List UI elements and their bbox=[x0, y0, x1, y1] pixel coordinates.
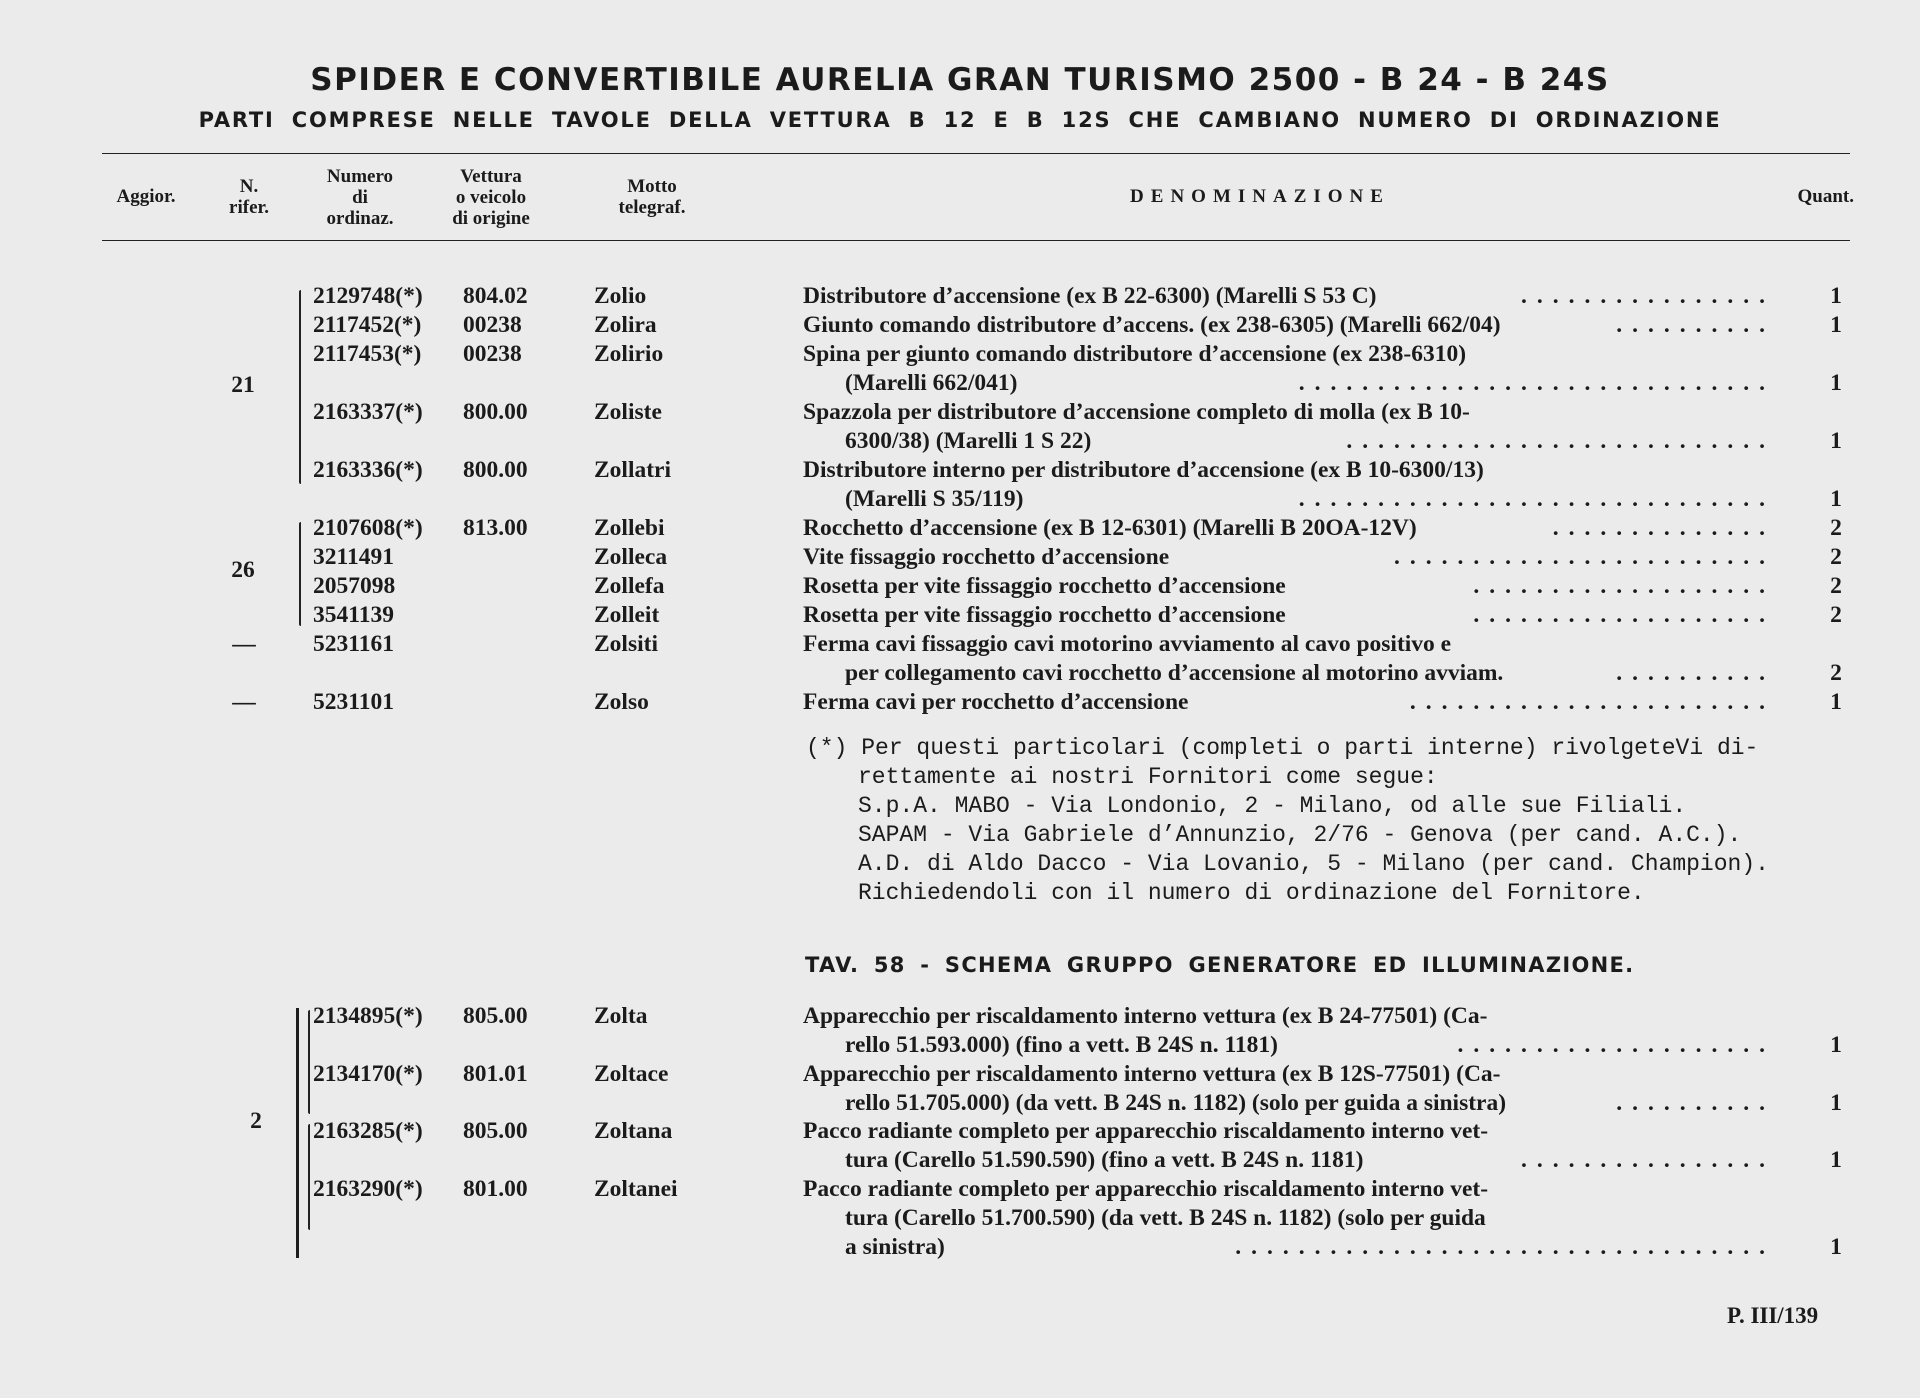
dot-leader: .................... bbox=[1457, 1032, 1775, 1058]
order-number-cell: 2163285(*) bbox=[313, 1118, 423, 1144]
table-row bbox=[0, 311, 1920, 340]
header-numero bbox=[305, 166, 415, 229]
header-quant: Quant. bbox=[1797, 186, 1854, 207]
header-vettura-line1: Vettura bbox=[460, 166, 522, 187]
order-number-cell: 2117452(*) bbox=[313, 312, 422, 338]
telegraph-code-cell: Zollebi bbox=[594, 515, 665, 541]
quantity-cell: 2 bbox=[1830, 544, 1842, 570]
header-numero-line2: di bbox=[352, 187, 368, 208]
description-text: tura (Carello 51.700.590) (da vett. B 24S n. 1182) (solo per guida bbox=[845, 1205, 1486, 1231]
telegraph-code-cell: Zollatri bbox=[594, 457, 672, 483]
page-number: P. III/139 bbox=[1727, 1303, 1819, 1328]
quantity-cell: 1 bbox=[1830, 1234, 1842, 1260]
quantity-cell: 2 bbox=[1830, 660, 1842, 686]
table-row bbox=[0, 572, 1920, 601]
table-row bbox=[0, 1175, 1920, 1204]
origin-vehicle-cell: 805.00 bbox=[463, 1118, 528, 1144]
description-cell bbox=[803, 630, 1771, 659]
header-vettura-line3: di origine bbox=[452, 208, 530, 229]
description-text: Giunto comando distributore d’accens. (ex 238-6305) (Marelli 662/04) bbox=[803, 312, 1501, 338]
description-text: (Marelli 662/041) bbox=[845, 370, 1018, 396]
origin-vehicle-cell: 00238 bbox=[463, 312, 522, 338]
order-number-cell: 2163290(*) bbox=[313, 1176, 423, 1202]
footnote-line: rettamente ai nostri Fornitori come segue: bbox=[858, 764, 1438, 790]
telegraph-code-cell: Zolleit bbox=[594, 602, 660, 628]
origin-vehicle-cell: 805.00 bbox=[463, 1003, 528, 1029]
footnote bbox=[806, 734, 1769, 908]
table-row bbox=[0, 1233, 1920, 1262]
dot-leader: ................ bbox=[1521, 283, 1775, 309]
description-cell bbox=[803, 340, 1771, 369]
order-number-cell: 2134170(*) bbox=[313, 1061, 423, 1087]
origin-vehicle-cell: 800.00 bbox=[463, 399, 528, 425]
description-text: a sinistra) bbox=[845, 1234, 945, 1260]
description-cell bbox=[845, 1204, 1771, 1233]
header-denominazione: DENOMINAZIONE bbox=[1130, 186, 1390, 207]
header-motto-line1: Motto bbox=[627, 176, 677, 197]
dot-leader: ........................ bbox=[1394, 544, 1775, 570]
description-text: Distributore interno per distributore d’accensione (ex B 10-6300/13) bbox=[803, 457, 1484, 483]
footnote-line: S.p.A. MABO - Via Londonio, 2 - Milano, od alle sue Filiali. bbox=[858, 793, 1687, 819]
description-text: Apparecchio per riscaldamento interno vettura (ex B 12S-77501) (Ca- bbox=[803, 1061, 1501, 1087]
header-top-rule bbox=[102, 153, 1850, 154]
order-number-cell: 2163336(*) bbox=[313, 457, 423, 483]
telegraph-code-cell: Zollefa bbox=[594, 573, 665, 599]
table-row bbox=[0, 340, 1920, 369]
table-row bbox=[0, 1117, 1920, 1146]
origin-vehicle-cell: 00238 bbox=[463, 341, 522, 367]
quantity-cell: 1 bbox=[1830, 370, 1842, 396]
page-subtitle: PARTI COMPRESE NELLE TAVOLE DELLA VETTURA B 12 E B 12S CHE CAMBIANO NUMERO DI ORDINAZIONE bbox=[198, 108, 1722, 132]
telegraph-code-cell: Zoltanei bbox=[594, 1176, 678, 1202]
description-text: rello 51.593.000) (fino a vett. B 24S n. 1181) bbox=[845, 1032, 1278, 1058]
header-aggior: Aggior. bbox=[116, 186, 176, 207]
header-rifer-line2: rifer. bbox=[229, 197, 269, 218]
header-vettura-line2: o veicolo bbox=[455, 187, 527, 208]
table-row bbox=[0, 1089, 1920, 1118]
footnote-line: Richiedendoli con il numero di ordinazione del Fornitore. bbox=[858, 880, 1645, 906]
dot-leader: .................................. bbox=[1235, 1234, 1775, 1260]
dot-leader: .............................. bbox=[1298, 486, 1775, 512]
telegraph-code-cell: Zolleca bbox=[594, 544, 668, 570]
order-number-cell: 5231161 bbox=[313, 631, 394, 657]
dot-leader: .......... bbox=[1616, 312, 1775, 338]
table-row bbox=[0, 543, 1920, 572]
dot-leader: ........................... bbox=[1346, 428, 1775, 454]
table-row bbox=[0, 1031, 1920, 1060]
description-cell bbox=[803, 398, 1771, 427]
group-ref-21: 21 bbox=[231, 372, 255, 398]
header-numero-line3: ordinaz. bbox=[326, 208, 394, 229]
table-row bbox=[0, 1002, 1920, 1031]
description-text: Apparecchio per riscaldamento interno vettura (ex B 24-77501) (Ca- bbox=[803, 1003, 1488, 1029]
order-number-cell: 2057098 bbox=[313, 573, 396, 599]
origin-vehicle-cell: 801.00 bbox=[463, 1176, 528, 1202]
table-row bbox=[0, 630, 1920, 659]
table-row bbox=[0, 1204, 1920, 1233]
header-motto-line2: telegraf. bbox=[618, 197, 686, 218]
description-text: Ferma cavi fissaggio cavi motorino avviamento al cavo positivo e bbox=[803, 631, 1452, 657]
description-text: Rosetta per vite fissaggio rocchetto d’accensione bbox=[803, 573, 1286, 599]
quantity-cell: 1 bbox=[1830, 312, 1842, 338]
footnote-line: SAPAM - Via Gabriele d’Annunzio, 2/76 - Genova (per cand. A.C.). bbox=[858, 822, 1742, 848]
description-text: Ferma cavi per rocchetto d’accensione bbox=[803, 689, 1189, 715]
dot-leader: .......... bbox=[1616, 660, 1775, 686]
telegraph-code-cell: Zoltace bbox=[594, 1061, 669, 1087]
order-number-cell: 2107608(*) bbox=[313, 515, 423, 541]
table-row bbox=[0, 369, 1920, 398]
order-number-cell: 2117453(*) bbox=[313, 341, 422, 367]
ref-cell: — bbox=[232, 689, 256, 715]
description-text: Pacco radiante completo per apparecchio riscaldamento interno vet- bbox=[803, 1118, 1489, 1144]
dot-leader: ................ bbox=[1521, 1147, 1775, 1173]
description-text: Distributore d’accensione (ex B 22-6300) (Marelli S 53 C) bbox=[803, 283, 1377, 309]
description-text: Spazzola per distributore d’accensione completo di molla (ex B 10- bbox=[803, 399, 1470, 425]
quantity-cell: 1 bbox=[1830, 689, 1842, 715]
table-row bbox=[0, 427, 1920, 456]
quantity-cell: 1 bbox=[1830, 283, 1842, 309]
dot-leader: ....................... bbox=[1409, 689, 1775, 715]
telegraph-code-cell: Zolso bbox=[594, 689, 649, 715]
order-number-cell: 5231101 bbox=[313, 689, 394, 715]
telegraph-code-cell: Zolio bbox=[594, 283, 647, 309]
description-text: Rosetta per vite fissaggio rocchetto d’accensione bbox=[803, 602, 1286, 628]
description-cell bbox=[803, 1117, 1771, 1146]
dot-leader: .............................. bbox=[1298, 370, 1775, 396]
header-rifer bbox=[214, 176, 284, 218]
description-cell bbox=[803, 1060, 1771, 1089]
description-text: Rocchetto d’accensione (ex B 12-6301) (Marelli B 20OA-12V) bbox=[803, 515, 1417, 541]
group-ref-2: 2 bbox=[250, 1108, 262, 1134]
dot-leader: .............. bbox=[1552, 515, 1775, 541]
table-row bbox=[0, 659, 1920, 688]
telegraph-code-cell: Zolira bbox=[594, 312, 657, 338]
description-cell bbox=[803, 456, 1771, 485]
order-number-cell: 3211491 bbox=[313, 544, 394, 570]
origin-vehicle-cell: 813.00 bbox=[463, 515, 528, 541]
quantity-cell: 1 bbox=[1830, 1032, 1842, 1058]
description-text: Spina per giunto comando distributore d’accensione (ex 238-6310) bbox=[803, 341, 1467, 367]
description-text: tura (Carello 51.590.590) (fino a vett. B 24S n. 1181) bbox=[845, 1147, 1364, 1173]
quantity-cell: 2 bbox=[1830, 515, 1842, 541]
dot-leader: ................... bbox=[1473, 602, 1775, 628]
telegraph-code-cell: Zolsiti bbox=[594, 631, 658, 657]
quantity-cell: 1 bbox=[1830, 428, 1842, 454]
telegraph-code-cell: Zolta bbox=[594, 1003, 648, 1029]
table-row bbox=[0, 1146, 1920, 1175]
origin-vehicle-cell: 801.01 bbox=[463, 1061, 528, 1087]
description-text: per collegamento cavi rocchetto d’accensione al motorino avviam. bbox=[845, 660, 1504, 686]
table-row bbox=[0, 601, 1920, 630]
telegraph-code-cell: Zoliste bbox=[594, 399, 662, 425]
description-text: 6300/38) (Marelli 1 S 22) bbox=[845, 428, 1092, 454]
dot-leader: ................... bbox=[1473, 573, 1775, 599]
table-row bbox=[0, 514, 1920, 543]
table-row bbox=[0, 282, 1920, 311]
footnote-line: A.D. di Aldo Dacco - Via Lovanio, 5 - Milano (per cand. Champion). bbox=[858, 851, 1769, 877]
quantity-cell: 1 bbox=[1830, 1090, 1842, 1116]
quantity-cell: 2 bbox=[1830, 602, 1842, 628]
footnote-line: (*) Per questi particolari (completi o parti interne) rivolgeteVi di- bbox=[806, 735, 1759, 761]
quantity-cell: 2 bbox=[1830, 573, 1842, 599]
header-motto bbox=[592, 176, 712, 218]
telegraph-code-cell: Zoltana bbox=[594, 1118, 673, 1144]
group-ref-26: 26 bbox=[231, 557, 255, 583]
header-vettura bbox=[426, 166, 556, 229]
order-number-cell: 2134895(*) bbox=[313, 1003, 423, 1029]
table-row bbox=[0, 456, 1920, 485]
origin-vehicle-cell: 804.02 bbox=[463, 283, 528, 309]
header-numero-line1: Numero bbox=[326, 166, 394, 187]
order-number-cell: 2129748(*) bbox=[313, 283, 423, 309]
description-cell bbox=[803, 1002, 1771, 1031]
quantity-cell: 1 bbox=[1830, 486, 1842, 512]
description-cell bbox=[803, 1175, 1771, 1204]
quantity-cell: 1 bbox=[1830, 1147, 1842, 1173]
page-title: SPIDER E CONVERTIBILE AURELIA GRAN TURISMO 2500 - B 24 - B 24S bbox=[310, 62, 1610, 98]
table-row bbox=[0, 688, 1920, 717]
description-text: rello 51.705.000) (da vett. B 24S n. 1182) (solo per guida a sinistra) bbox=[845, 1090, 1507, 1116]
section-heading: TAV. 58 - SCHEMA GRUPPO GENERATORE ED ILLUMINAZIONE. bbox=[805, 953, 1635, 977]
header-rifer-line1: N. bbox=[239, 176, 259, 197]
order-number-cell: 3541139 bbox=[313, 602, 394, 628]
table-row bbox=[0, 1060, 1920, 1089]
description-text: Pacco radiante completo per apparecchio riscaldamento interno vet- bbox=[803, 1176, 1489, 1202]
description-text: (Marelli S 35/119) bbox=[845, 486, 1024, 512]
order-number-cell: 2163337(*) bbox=[313, 399, 423, 425]
header-bottom-rule bbox=[102, 240, 1850, 241]
description-text: Vite fissaggio rocchetto d’accensione bbox=[803, 544, 1170, 570]
ref-cell: — bbox=[232, 631, 256, 657]
telegraph-code-cell: Zolirio bbox=[594, 341, 664, 367]
dot-leader: .......... bbox=[1616, 1090, 1775, 1116]
table-row bbox=[0, 398, 1920, 427]
table-row bbox=[0, 485, 1920, 514]
origin-vehicle-cell: 800.00 bbox=[463, 457, 528, 483]
